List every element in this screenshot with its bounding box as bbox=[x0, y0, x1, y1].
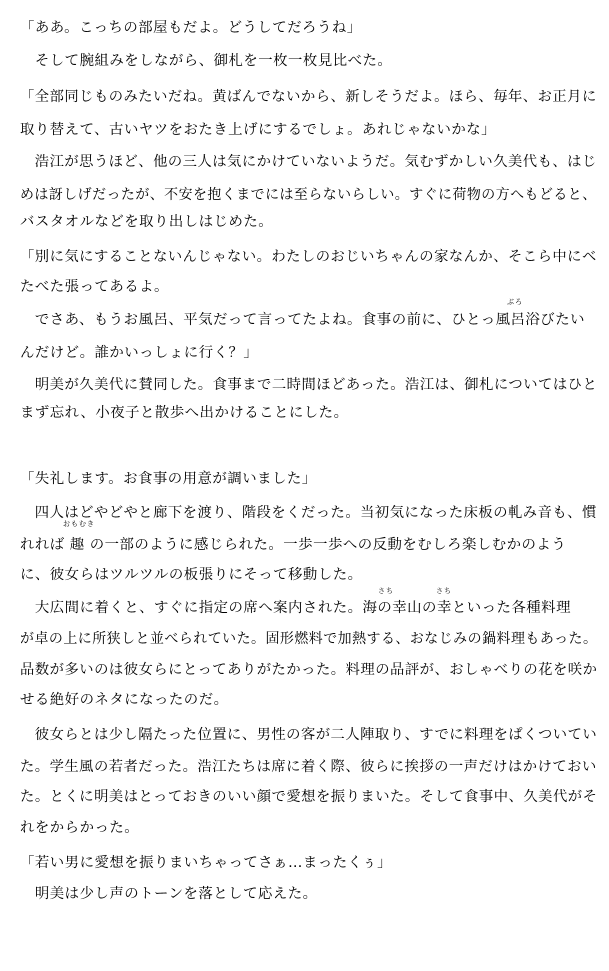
text-line: 大広間に着くと、すぐに指定の席へ案内された。海の幸山の幸といった各種料理 bbox=[20, 600, 571, 616]
text-line: 「ああ。こっちの部屋もだよ。どうしてだろうね」 bbox=[20, 20, 362, 36]
text-line: 品数が多いのは彼女らにとってありがたかった。料理の品評が、おしゃべりの花を咲か bbox=[20, 662, 598, 678]
text-line: 「全部同じものみたいだね。黄ばんでないから、新しそうだよ。ほら、毎年、お正月に bbox=[20, 89, 597, 105]
ruby-annotation: さち bbox=[378, 587, 394, 595]
text-line: めは訝しげだったが、不安を抱くまでには至らないらしい。すぐに荷物の方へもどると、 bbox=[20, 187, 597, 203]
text-line: 四人はどやどやと廊下を渡り、階段をくだった。当初気になった床板の軋み音も、慣 bbox=[20, 505, 597, 521]
text-line: が卓の上に所狭しと並べられていた。固形燃料で加熱する、おなじみの鍋料理もあった。 bbox=[20, 631, 598, 647]
text-line: たべた張ってあるよ。 bbox=[20, 279, 169, 295]
ruby-annotation: おもむき bbox=[63, 520, 95, 528]
text-line: に、彼女らはツルツルの板張りにそって移動した。 bbox=[20, 567, 363, 583]
text-line: 明美が久美代に賛同した。食事まで二時間ほどあった。浩江は、御札についてはひと bbox=[20, 377, 598, 393]
text-line: 「失礼します。お食事の用意が調いました」 bbox=[20, 471, 317, 487]
text-line: た。学生風の若者だった。浩江たちは席に着く際、彼らに挨拶の一声だけはかけておい bbox=[20, 759, 597, 775]
text-line: た。とくに明美はとっておきのいい顔で愛想を振りまいた。そして食事中、久美代がそ bbox=[20, 789, 598, 805]
text-line: 浩江が思うほど、他の三人は気にかけていないようだ。気むずかしい久美代も、はじ bbox=[20, 154, 597, 170]
text-line: 取り替えて、古いヤツをおたき上げにするでしょ。あれじゃないかな」 bbox=[20, 122, 497, 138]
ruby-annotation: ぶろ bbox=[507, 298, 523, 306]
text-line: んだけど。誰かいっしょに行く？」 bbox=[20, 345, 259, 361]
ruby-annotation: さち bbox=[436, 587, 452, 595]
text-line: バスタオルなどを取り出しはじめた。 bbox=[20, 214, 274, 230]
text-line: 明美は少し声のトーンを落として応えた。 bbox=[20, 886, 318, 902]
text-line: れをからかった。 bbox=[20, 820, 140, 836]
text-line: 彼女らとは少し隔たった位置に、男性の客が二人陣取り、すでに料理をぱくついてい bbox=[20, 727, 598, 743]
text-line: でさあ、もうお風呂、平気だって言ってたよね。食事の前に、ひとっ風呂浴びたい bbox=[20, 312, 585, 328]
text-line: まず忘れ、小夜子と散歩へ出かけることにした。 bbox=[20, 405, 349, 421]
text-line: 「若い男に愛想を振りまいちゃってさぁ…まったくぅ」 bbox=[20, 855, 392, 871]
text-line: そして腕組みをしながら、御札を一枚一枚見比べた。 bbox=[20, 53, 393, 69]
text-line: 「別に気にすることないんじゃない。わたしのおじいちゃんの家なんか、そこら中にベ bbox=[20, 249, 597, 265]
text-line: せる絶好のネタになったのだ。 bbox=[20, 692, 229, 708]
text-line: れれば 趣 の一部のように感じられた。一歩一歩への反動をむしろ楽しむかのよう bbox=[20, 537, 567, 553]
